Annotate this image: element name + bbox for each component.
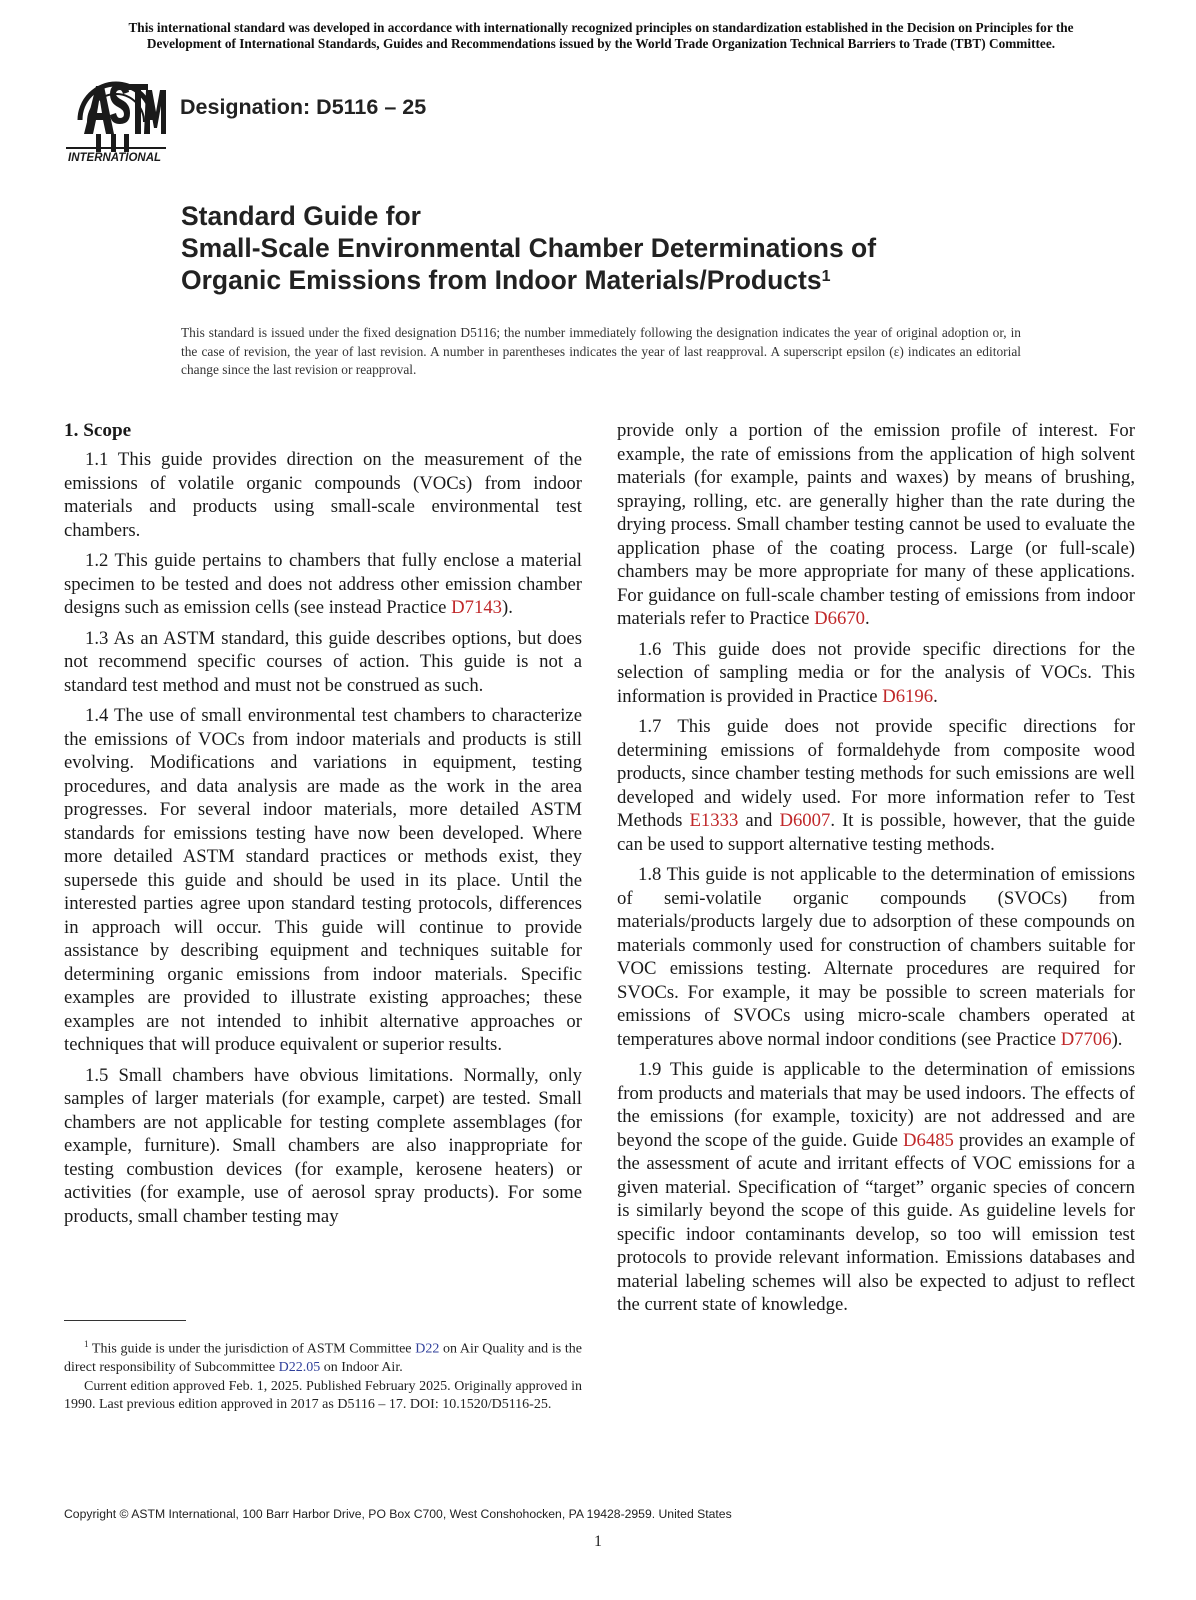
- title-line-1: Standard Guide for: [181, 201, 421, 231]
- footnote-mark: 1: [84, 1339, 89, 1349]
- issuance-statement: This standard is issued under the fixed designation D5116; the number immediately following the designation indicates the year of original adoption or, in the case of revision, the year of last revision. A number in parentheses indicates the year of last reapproval. A superscript epsilon (ε) indicates an editorial change since the last revision or reapproval.: [181, 325, 1021, 377]
- paragraph-1-5-start: 1.5 Small chambers have obvious limitations. Normally, only samples of larger materials (for example, carpet) are tested. Small chambers are not applicable for testing complete assemblages (for example, furniture). Small chambers are also inappropriate for testing combustion devices (for example, kerosene heaters) or activities (for example, use of aerosol spray products). For some products, small chamber testing may: [64, 1064, 582, 1227]
- footnote-1: $^1$ This guide is under the jurisdiction of ASTM Committee D22 on Air Quality and is the direct responsibility of Subcommittee D22.05 on Indoor Air.: [64, 1339, 582, 1376]
- footnote-divider: [64, 1320, 186, 1321]
- section-heading-scope: 1. Scope: [64, 420, 132, 441]
- ref-link-d6485[interactable]: D6485: [903, 1129, 954, 1151]
- wto-notice: [62, 20, 1140, 52]
- astm-logo-icon: [66, 72, 166, 164]
- ref-link-d6196[interactable]: D6196: [882, 685, 934, 707]
- page-number: 1: [594, 1533, 602, 1550]
- paragraph-1-7: 1.7 This guide does not provide specific directions for determining emissions of formaldehyde from composite wood products, since chamber testing methods for such emissions are well developed and widely used. For more information refer to Test Methods E1333 and D6007. It is possible, however, that the guide can be used to support alternative testing methods.: [617, 716, 1136, 855]
- document-title: [181, 200, 1081, 296]
- title-footnote-mark[interactable]: 1: [821, 268, 831, 285]
- ref-link-subcommittee-d22-05[interactable]: D22.05: [278, 1360, 321, 1376]
- wto-notice-line-2: Development of International Standards, Guides and Recommendations issued by the World Trade Organization Technical Barriers to Trade (TBT) Committee.: [146, 36, 1056, 51]
- paragraph-1-6: 1.6 This guide does not provide specific directions for the selection of sampling media or for the analysis of VOCs. This information is provided in Practice D6196.: [617, 638, 1135, 707]
- ref-link-d6670[interactable]: D6670: [814, 608, 866, 629]
- designation: Designation: D5116 – 25: [180, 95, 427, 119]
- paragraph-1-1: 1.1 This guide provides direction on the measurement of the emissions of volatile organic compounds (VOCs) from indoor materials and products using small-scale environmental test chambers.: [64, 449, 582, 541]
- paragraph-1-3: 1.3 As an ASTM standard, this guide describes options, but does not recommend specific courses of action. This guide is not a standard test method and must not be construed as such.: [64, 627, 582, 696]
- right-column: [617, 419, 1135, 1324]
- ref-link-d6007[interactable]: D6007: [779, 810, 831, 831]
- ref-link-e1333[interactable]: E1333: [689, 810, 739, 831]
- paragraph-1-5-continued: provide only a portion of the emission profile of interest. For example, the rate of emissions from the application of high solvent materials (for example, paints and waxes) by means of brushing, spraying, rolling, etc. are generally higher than the rate during the drying process. Small chamber testing cannot be used to evaluate the application phase of the coating process. Large (or full-scale) chambers may be more appropriate for many of these applications. For guidance on full-scale chamber testing of emissions from indoor materials refer to Practice D6670.: [617, 420, 1135, 629]
- footnote-edition: Current edition approved Feb. 1, 2025. Published February 2025. Originally approved in 1990. Last previous edition approved in 2017 as D5116 – 17. DOI: 10.1520/D5116-25.: [64, 1378, 582, 1413]
- ref-link-committee-d22[interactable]: D22: [415, 1341, 440, 1357]
- left-column: [64, 419, 582, 1235]
- paragraph-1-9: 1.9 This guide is applicable to the determination of emissions from products and materials that may be used indoors. The effects of the emissions (for example, toxicity) are not addressed and are beyond the scope of the guide. Guide D6485 provides an example of the assessment of acute and irritant effects of VOC emissions for a given material. Specification of “target” organic species of concern is similarly beyond the scope of this guide. As guideline levels for specific indoor contaminants develop, so too will emission test protocols to provide relevant information. Emissions databases and material labeling schemes will also be expected to adjust to reflect the current state of knowledge.: [617, 1059, 1135, 1315]
- footnote: [64, 1335, 582, 1415]
- paragraph-1-8: 1.8 This guide is not applicable to the determination of emissions of semi-volatile organic compounds (SVOCs) from materials/products largely due to adsorption of these compounds on materials commonly used for construction of chambers suitable for VOC emissions testing. Alternate procedures are required for SVOCs. For example, it may be possible to screen materials for emissions of SVOCs using micro-scale chambers operated at temperatures above normal indoor conditions (see Practice D7706).: [617, 864, 1135, 1050]
- wto-notice-line-1: This international standard was developed in accordance with internationally recognized principles on standardization established in the Decision on Principles for the: [128, 20, 1074, 35]
- title-line-2: Small-Scale Environmental Chamber Determinations of: [181, 233, 877, 263]
- copyright-notice: Copyright © ASTM International, 100 Barr Harbor Drive, PO Box C700, West Conshohocken, PA 19428-2959. United States: [64, 1507, 732, 1521]
- ref-link-d7706[interactable]: D7706: [1060, 1028, 1112, 1050]
- title-line-3: Organic Emissions from Indoor Materials/Products$^1$: [181, 265, 831, 295]
- ref-link-d7143[interactable]: D7143: [451, 597, 503, 618]
- logo-text: INTERNATIONAL: [68, 152, 162, 164]
- paragraph-1-2: 1.2 This guide pertains to chambers that fully enclose a material specimen to be tested and does not address other emission chamber designs such as emission cells (see instead Practice D7143).: [64, 550, 582, 618]
- paragraph-1-4: 1.4 The use of small environmental test chambers to characterize the emissions of VOCs from indoor materials and products is still evolving. Modifications and variations in equipment, testing procedures, and data analysis are made as the work in the area progresses. For several indoor materials, more detailed ASTM standards for emissions testing have now been developed. Where more detailed ASTM standard practices or methods exist, they supersede this guide and should be used in its place. Until the interested parties agree upon standard testing protocols, differences in approach will occur. This guide will continue to provide assistance by describing equipment and techniques suitable for determining organic emissions from indoor materials. Specific examples are provided to illustrate existing approaches; these examples are not intended to inhibit alternative approaches or techniques that will produce equivalent or superior results.: [64, 705, 582, 1055]
